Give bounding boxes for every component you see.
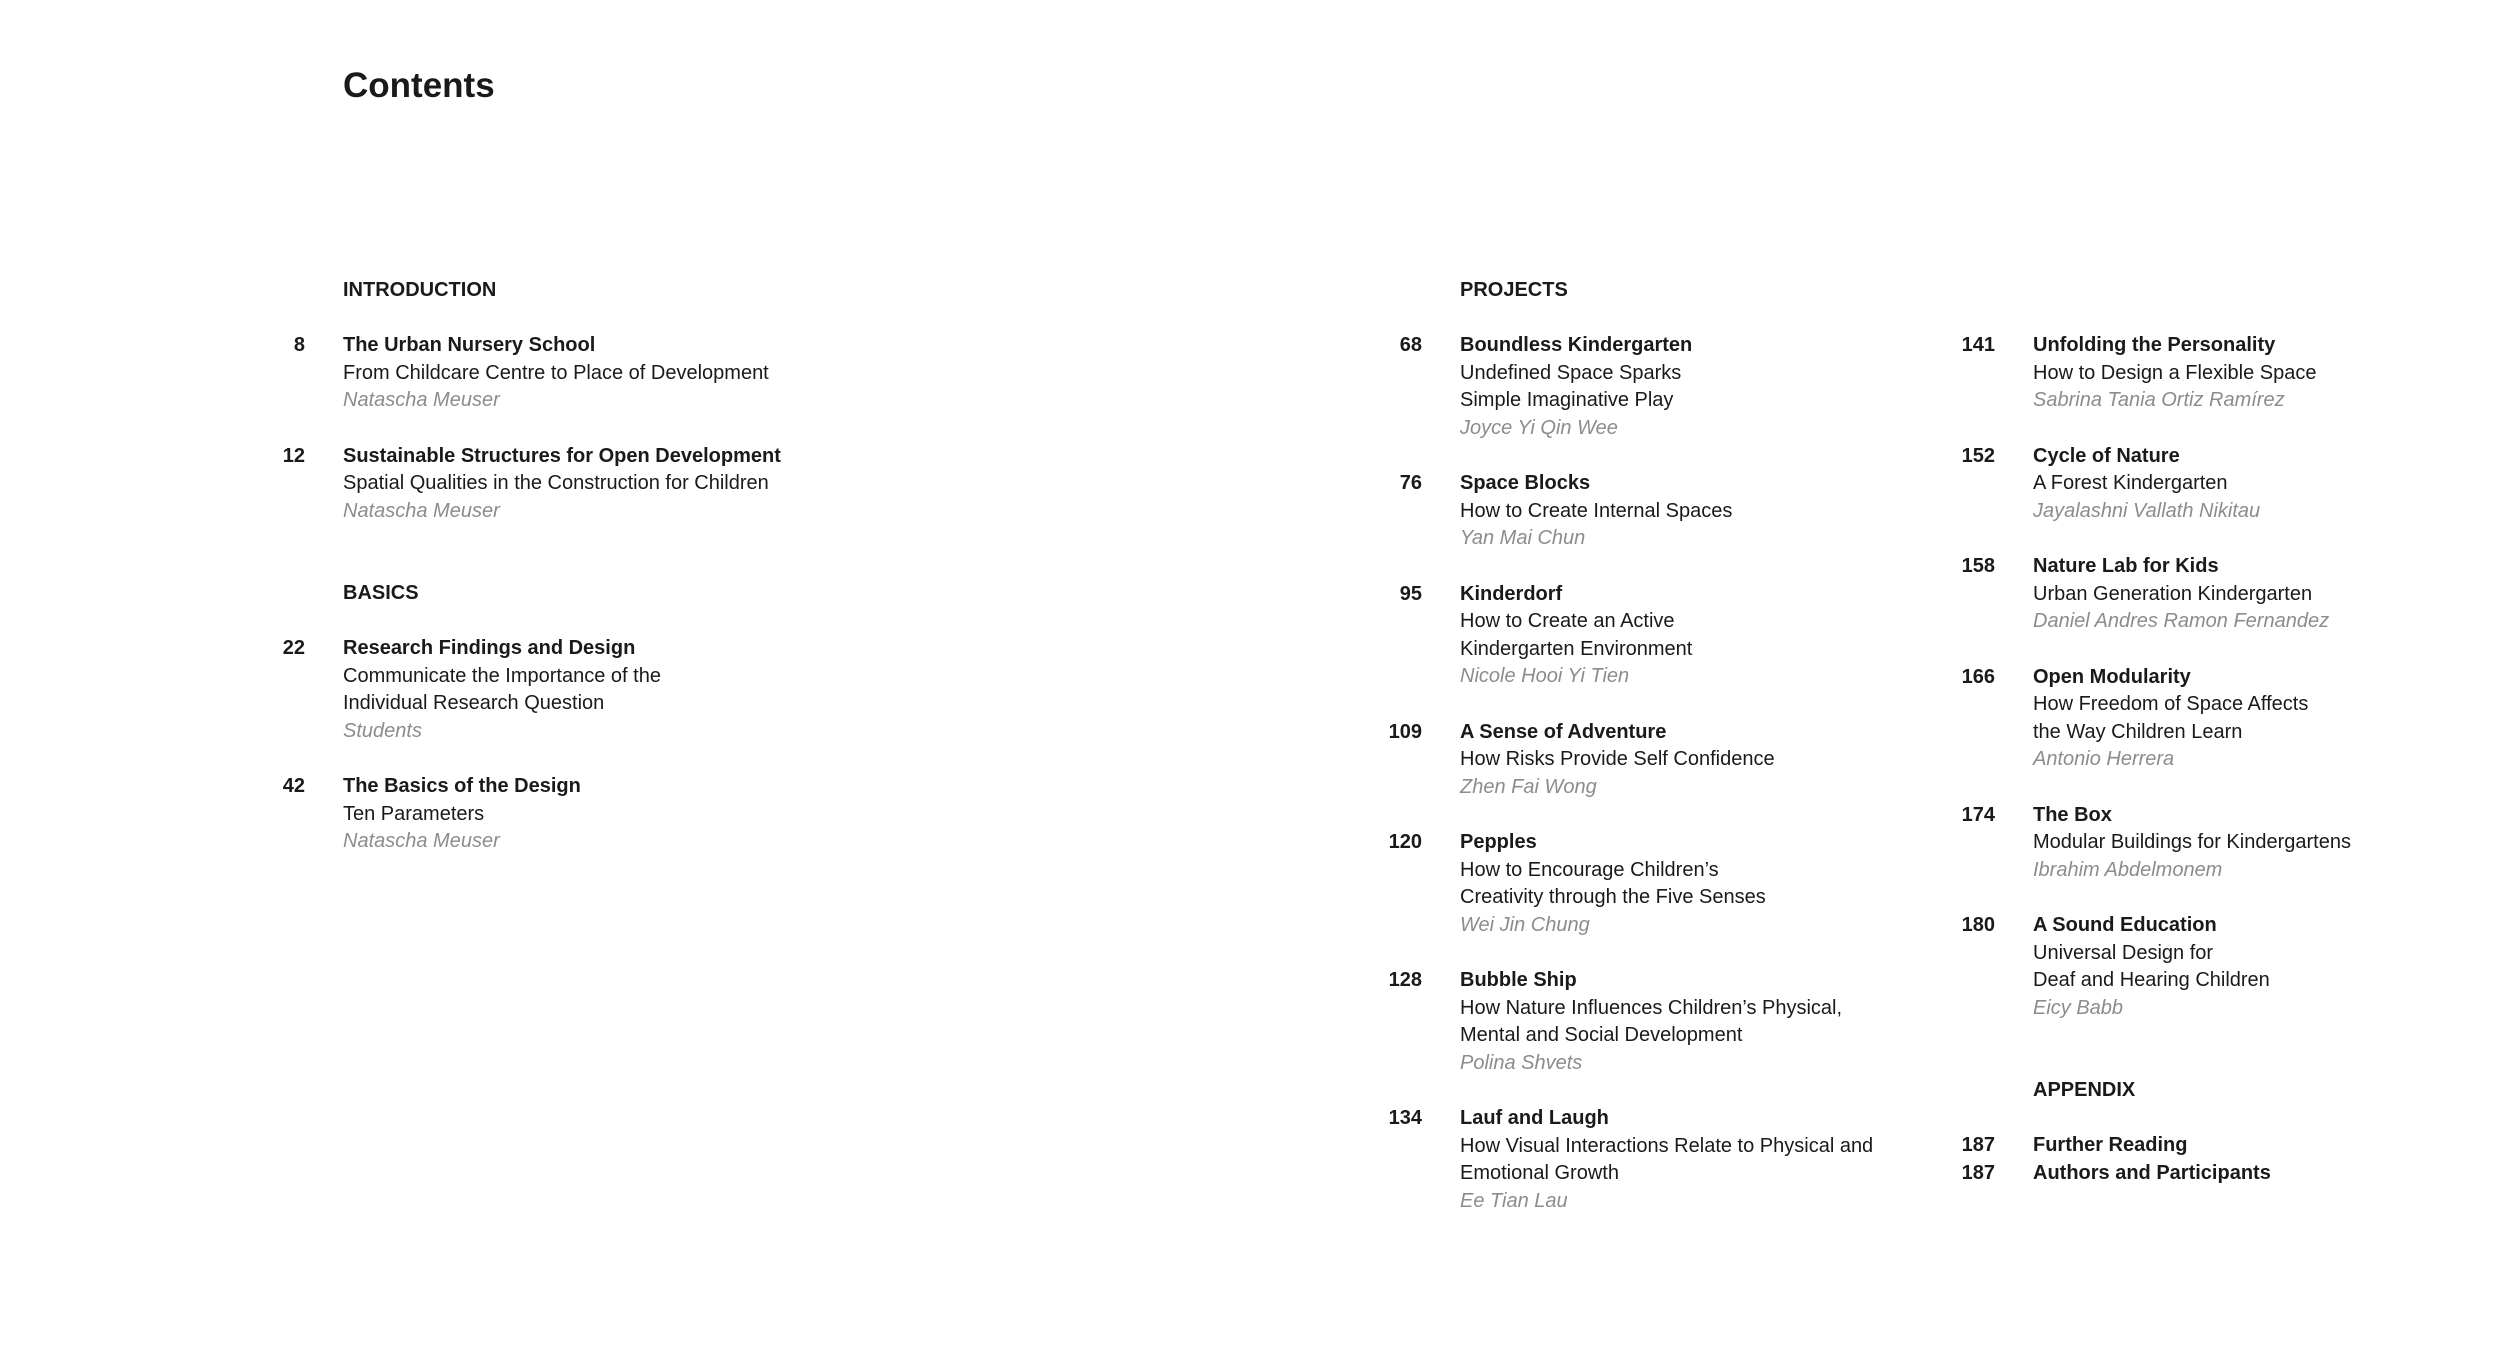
toc-entry[interactable] [282, 635, 781, 745]
entry-title: Boundless Kindergarten [1460, 334, 1693, 356]
entry-subtitle: Individual Research Question [343, 692, 605, 714]
entry-title: Further Reading [2033, 1134, 2188, 1156]
entry-author: Eicy Babb [2033, 996, 2124, 1019]
page-number: 109 [1388, 720, 1422, 743]
page-number: 174 [1961, 803, 1995, 826]
page-number: 22 [282, 637, 305, 659]
entry-subtitle: How to Encourage Children’s [1460, 858, 1719, 881]
entry-subtitle: How Risks Provide Self Confidence [1460, 748, 1775, 770]
entry-title: Kinderdorf [1460, 582, 1563, 605]
entry-title: The Box [2033, 803, 2112, 826]
entry-title: The Urban Nursery School [343, 334, 596, 356]
entry-subtitle: Simple Imaginative Play [1460, 389, 1674, 411]
entry-subtitle: the Way Children Learn [2033, 720, 2243, 743]
entry-title: Authors and Participants [2033, 1161, 2271, 1184]
toc-entry[interactable] [1961, 553, 2351, 636]
page-number: 134 [1388, 1107, 1422, 1129]
entry-author: Polina Shvets [1460, 1051, 1583, 1074]
appendix-list [1961, 1132, 2351, 1187]
toc-entry[interactable] [1961, 1132, 2351, 1160]
entry-author: Yan Mai Chun [1460, 527, 1586, 549]
toc-entry[interactable] [1961, 802, 2351, 885]
page-number: 68 [1399, 334, 1422, 356]
entry-subtitle: From Childcare Centre to Place of Development [343, 361, 769, 384]
toc-entry[interactable] [282, 773, 781, 856]
toc-entry[interactable] [1399, 332, 1873, 442]
entry-subtitle: How to Create Internal Spaces [1460, 499, 1733, 522]
entry-subtitle: Creativity through the Five Senses [1460, 886, 1766, 908]
page-number: 95 [1399, 582, 1422, 605]
page-title: Contents [343, 66, 495, 105]
entry-author: Daniel Andres Ramon Fernandez [2033, 610, 2330, 632]
entry-title: Sustainable Structures for Open Development [343, 444, 781, 467]
entry-author: Ee Tian Lau [1460, 1189, 1568, 1212]
entry-subtitle: Modular Buildings for Kindergartens [2033, 831, 2351, 853]
entry-subtitle: How to Design a Flexible Space [2033, 361, 2317, 384]
page-number: 187 [1961, 1134, 1995, 1156]
toc-entry[interactable] [1388, 719, 1873, 802]
entry-title: Nature Lab for Kids [2033, 555, 2219, 577]
toc-entry[interactable] [1399, 470, 1873, 553]
entry-title: Pepples [1460, 831, 1537, 853]
toc-entry[interactable] [1961, 443, 2351, 526]
entry-author: Natascha Meuser [343, 830, 500, 852]
page-number: 8 [293, 334, 305, 356]
entry-subtitle: Ten Parameters [343, 802, 485, 825]
toc-entry[interactable] [1961, 332, 2351, 415]
entry-title: A Sense of Adventure [1460, 720, 1667, 743]
toc-entry[interactable] [1961, 664, 2351, 774]
basics-list [282, 635, 781, 856]
column-right [1961, 332, 2351, 1187]
page-number: 158 [1961, 555, 1995, 577]
toc-entry[interactable] [1388, 1105, 1874, 1215]
toc-entry[interactable] [1961, 912, 2351, 1022]
entry-title: Research Findings and Design [343, 637, 636, 659]
entry-author: Students [343, 719, 422, 742]
entry-subtitle: Mental and Social Development [1460, 1024, 1743, 1046]
entry-subtitle: How Freedom of Space Affects [2033, 693, 2309, 715]
entry-title: Open Modularity [2033, 665, 2191, 688]
page-number: 166 [1961, 665, 1995, 688]
entry-author: Jayalashni Vallath Nikitau [2033, 499, 2261, 522]
section-heading-appendix: APPENDIX [2033, 1079, 2136, 1101]
page-number: 42 [282, 775, 305, 797]
entry-author: Joyce Yi Qin Wee [1460, 416, 1618, 439]
entry-author: Nicole Hooi Yi Tien [1460, 665, 1630, 687]
entry-subtitle: A Forest Kindergarten [2033, 472, 2228, 494]
entry-title: Lauf and Laugh [1460, 1107, 1609, 1129]
page-number: 180 [1961, 914, 1995, 936]
toc-entry[interactable] [1961, 1160, 2351, 1188]
entry-subtitle: Deaf and Hearing Children [2033, 969, 2270, 991]
page-number: 120 [1388, 831, 1422, 853]
entry-subtitle: Communicate the Importance of the [343, 664, 661, 687]
toc-entry[interactable] [282, 443, 781, 526]
projects-continued-list [1961, 332, 2351, 1022]
column-left [282, 277, 781, 884]
page-number: 152 [1961, 444, 1995, 467]
section-heading-projects: PROJECTS [1460, 279, 1568, 301]
projects-list [1388, 332, 1874, 1215]
entry-author: Ibrahim Abdelmonem [2033, 858, 2223, 881]
entry-subtitle: How Visual Interactions Relate to Physical and [1460, 1134, 1874, 1157]
section-heading-introduction: INTRODUCTION [343, 279, 497, 301]
entry-title: Bubble Ship [1460, 969, 1577, 991]
section-heading-basics: BASICS [343, 582, 419, 604]
page-number: 128 [1388, 969, 1422, 991]
entry-title: A Sound Education [2033, 914, 2217, 936]
entry-author: Natascha Meuser [343, 499, 500, 522]
toc-entry[interactable] [293, 332, 781, 415]
entry-subtitle: Spatial Qualities in the Construction for Children [343, 472, 769, 494]
entry-subtitle: Kindergarten Environment [1460, 637, 1693, 660]
entry-subtitle: How to Create an Active [1460, 610, 1675, 632]
entry-author: Sabrina Tania Ortiz Ramírez [2033, 389, 2285, 411]
toc-entry[interactable] [1388, 967, 1873, 1077]
page-number: 76 [1399, 472, 1422, 494]
entry-subtitle: Emotional Growth [1460, 1162, 1619, 1184]
entry-subtitle: Universal Design for [2033, 941, 2214, 964]
entry-author: Antonio Herrera [2033, 748, 2175, 770]
entry-title: Space Blocks [1460, 472, 1591, 494]
entry-title: The Basics of the Design [343, 775, 581, 797]
page-number: 187 [1961, 1161, 1995, 1184]
toc-entry[interactable] [1399, 581, 1873, 691]
page-number: 12 [282, 444, 305, 467]
toc-entry[interactable] [1388, 829, 1873, 939]
entry-title: Unfolding the Personality [2033, 334, 2276, 356]
entry-subtitle: How Nature Influences Children’s Physical, [1460, 996, 1843, 1019]
page-number: 141 [1961, 334, 1995, 356]
entry-title: Cycle of Nature [2033, 444, 2180, 467]
column-middle [1388, 277, 1874, 1243]
entry-author: Wei Jin Chung [1460, 913, 1590, 936]
entry-subtitle: Urban Generation Kindergarten [2033, 582, 2313, 605]
introduction-list [282, 332, 781, 525]
entry-subtitle: Undefined Space Sparks [1460, 361, 1682, 384]
entry-author: Zhen Fai Wong [1460, 775, 1597, 798]
entry-author: Natascha Meuser [343, 389, 500, 411]
